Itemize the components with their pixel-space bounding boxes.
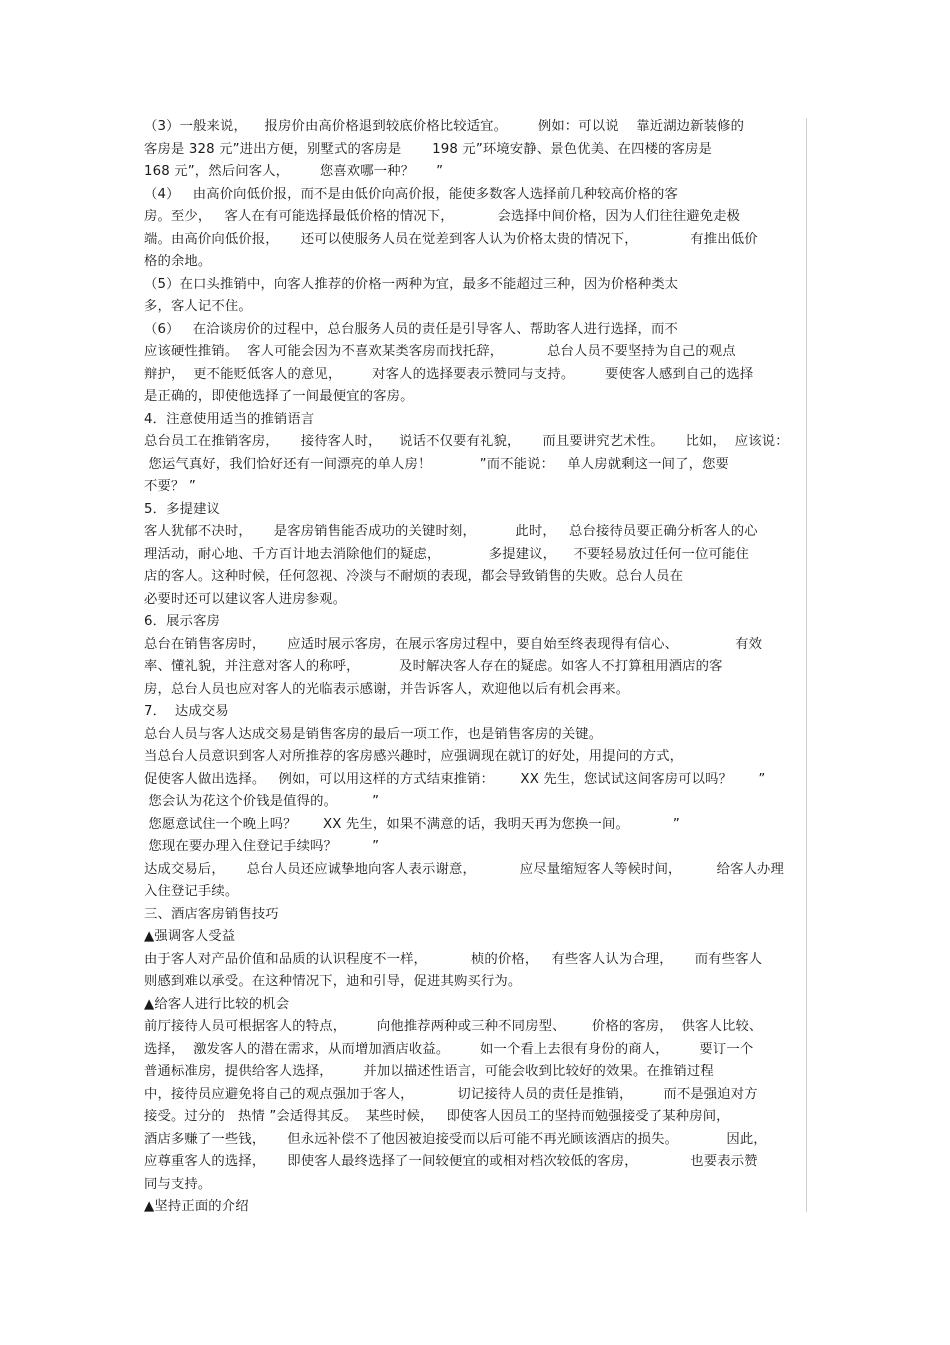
text-line: 应尊重客人的选择， 即使客人最终选择了一间较便宜的或相对档次较低的客房， 也要表示赞 bbox=[144, 1154, 758, 1169]
text-line: 选择， 激发客人的潜在需求，从而增加酒店收益。 如一个看上去很有身份的商人， 要订一个 bbox=[144, 1041, 754, 1057]
text-line: （4） 由高价向低价报，而不是由低价向高价报，能使多数客人选择前几种较高价格的客 bbox=[144, 186, 678, 202]
text-line: 您会认为花这个价钱是值得的。 ” bbox=[144, 794, 380, 809]
text-line: 入住登记手续。 bbox=[144, 884, 239, 899]
text-line: 率、懂礼貌，并注意对客人的称呼， 及时解决客人存在的疑虑。如客人不打算租用酒店的客 bbox=[144, 659, 723, 674]
text-line: 5．多提建议 bbox=[144, 501, 221, 517]
text-line: 7． 达成交易 bbox=[144, 704, 229, 719]
text-line: 中，接待员应避免将自己的观点强加于客人， 切记接待人员的责任是推销， 而不是强迫对方 bbox=[144, 1086, 758, 1102]
text-line: 客人犹郁不决时， 是客房销售能否成功的关键时刻， 此时， 总台接待员要正确分析客人的心 bbox=[144, 524, 758, 539]
text-line: ▲给客人进行比较的机会 bbox=[144, 996, 290, 1012]
text-line: （5）在口头推销中，向客人推荐的价格一两种为宜，最多不能超过三种，因为价格种类太 bbox=[144, 276, 679, 292]
text-line: 辩护， 更不能贬低客人的意见， 对客人的选择要表示赞同与支持。 要使客人感到自己的选择 bbox=[144, 366, 754, 382]
text-line: 您愿意试住一个晚上吗？ XX 先生，如果不满意的话，我明天再为您换一间。 ” bbox=[144, 816, 680, 832]
text-line: 168 元”，然后问客人， 您喜欢哪一种？ ” bbox=[144, 164, 444, 179]
text-line: 则感到难以承受。在这种情况下，迪和引导，促进其购买行为。 bbox=[144, 974, 522, 989]
text-line: 达成交易后， 总台人员还应诚挚地向客人表示谢意， 应尽量缩短客人等候时间， 给客人办理 bbox=[144, 861, 785, 877]
text-line: 房，总台人员也应对客人的光临表示感谢，并告诉客人，欢迎他以后有机会再来。 bbox=[144, 681, 630, 697]
text-line: 是正确的，即使他选择了一间最便宜的客房。 bbox=[144, 389, 414, 404]
text-line: 客房是 328 元”进出方便，别墅式的客房是 198 元”环境安静、景色优美、在四楼的客房是 bbox=[144, 141, 713, 157]
text-line: 您运气真好，我们恰好还有一间漂亮的单人房！ ”而不能说： 单人房就剩这一间了，您要 bbox=[144, 456, 730, 472]
text-line: 应该硬性推销。 客人可能会因为不喜欢某类客房而找托辞， 总台人员不要坚持为自己的观点 bbox=[144, 344, 736, 359]
text-line: 多，客人记不住。 bbox=[144, 299, 252, 314]
text-line: 格的余地。 bbox=[144, 254, 212, 269]
text-line: 房。至少， 客人在有可能选择最低价格的情况下， 会选择中间价格，因为人们往往避免走极 bbox=[144, 209, 741, 224]
text-line: 由于客人对产品价值和品质的认识程度不一样， 桢的价格， 有些客人认为合理， 而有些客人 bbox=[144, 951, 763, 967]
text-line: 总台员工在推销客房， 接待客人时， 说话不仅要有礼貌， 而且要讲究艺术性。 比如， 应该说： bbox=[144, 434, 789, 449]
text-line: ▲强调客人受益 bbox=[144, 929, 236, 944]
text-line: 端。由高价向低价报， 还可以使服务人员在觉差到客人认为价格太贵的情况下， 有推出低价 bbox=[144, 231, 758, 247]
text-line: 必要时还可以建议客人进房参观。 bbox=[144, 591, 347, 607]
text-line: ▲坚持正面的介绍 bbox=[144, 1199, 249, 1214]
text-line: 接受。过分的 热情 ”会适得其反。 某些时候， 即使客人因员工的坚持而勉强接受了某种房间， bbox=[144, 1109, 730, 1124]
text-line: 三、酒店客房销售技巧 bbox=[144, 906, 279, 922]
text-line: 普通标准房，提供给客人选择， 并加以描述性语言，可能会收到比较好的效果。在推销过程 bbox=[144, 1064, 714, 1079]
text-line: 当总台人员意识到客人对所推荐的客房感兴趣时，应强调现在就订的好处，用提问的方式， bbox=[144, 749, 684, 764]
text-line: （6） 在洽谈房价的过程中，总台服务人员的责任是引导客人、帮助客人进行选择，而不 bbox=[144, 321, 678, 337]
text-line: 前厅接待人员可根据客人的特点， 向他推荐两种或三种不同房型、 价格的客房， 供客人比较、 bbox=[144, 1019, 763, 1034]
document-body bbox=[144, 116, 809, 1219]
text-line: 促使客人做出选择。 例如，可以用这样的方式结束推销： XX 先生，您试试这间客房可以吗？ ” bbox=[144, 771, 766, 787]
text-line: 总台人员与客人达成交易是销售客房的最后一项工作，也是销售客房的关键。 bbox=[144, 726, 603, 742]
text-line: （3）一般来说， 报房价由高价格退到较底价格比较适宜。 例如：可以说 靠近湖边新装修的 bbox=[144, 119, 745, 134]
text-line: 理活动，耐心地、千方百计地去消除他们的疑虑， 多提建议， 不要轻易放过任何一位可能住 bbox=[144, 546, 749, 562]
text-line: 4．注意使用适当的推销语言 bbox=[144, 411, 315, 427]
text-line: 店的客人。这种时候，任何忽视、冷淡与不耐烦的表现，都会导致销售的失败。总台人员在 bbox=[144, 569, 684, 584]
text-line: 6．展示客房 bbox=[144, 614, 221, 629]
text-line: 总台在销售客房时， 应适时展示客房，在展示客房过程中，要自始至终表现得有信心、 有效 bbox=[144, 636, 763, 652]
text-line: 酒店多赚了一些钱， 但永远补偿不了他因被迫接受而以后可能不再光顾该酒店的损失。 因此， bbox=[144, 1131, 767, 1147]
text-line: 您现在要办理入住登记手续吗？ ” bbox=[144, 839, 380, 854]
text-line: 不要？ ” bbox=[144, 479, 196, 494]
text-line: 同与支持。 bbox=[144, 1176, 212, 1192]
